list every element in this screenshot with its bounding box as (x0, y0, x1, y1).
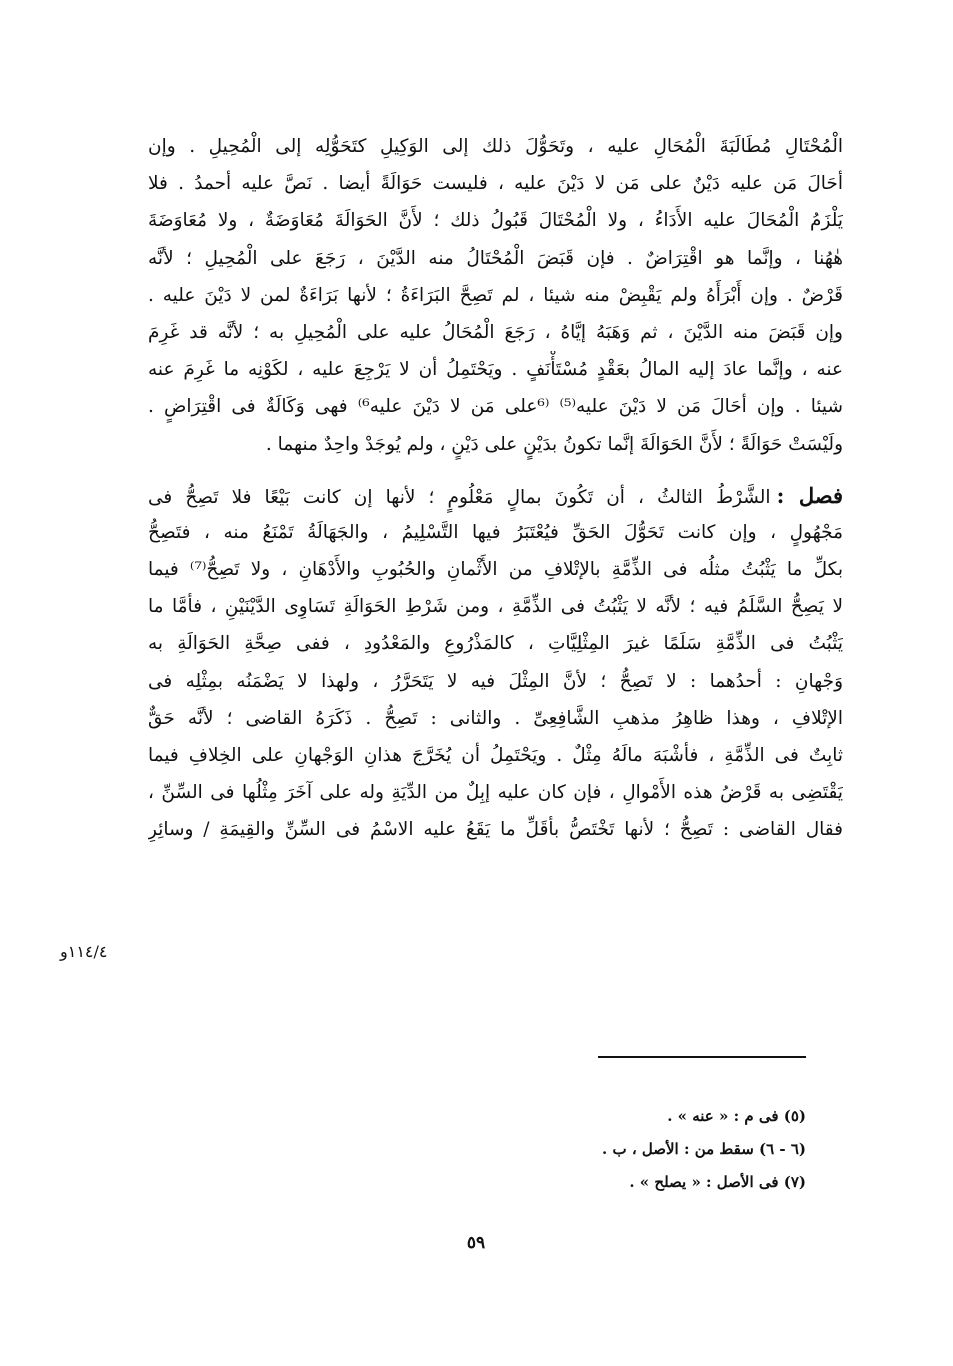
text-line: هٰهُنا ، وإنَّما هو اقْتِرَاضٌ . فإن قَبَضَ الْمُحْتَالُ منه الدَّيْنَ ، رَجَعَ على الْمُحِيلِ ؛ لأنَّه (148, 247, 843, 269)
text-line: فقال القاضى : تَصِحُّ ؛ لأنها تَخْتَصُّ بأقَلِّ ما يَقَعُ عليه الاسْمُ فى السِّنِّ والقِيمَةِ / وسائِرِ (148, 819, 843, 841)
text-segment: الشَّرْطُ الثالثُ ، أن تَكُونَ بمالٍ مَعْلُومٍ ؛ لأنها إن كانت بَيْعًا فلا تَصِحُّ فى (148, 486, 771, 508)
text-line: لا يَصِحُّ السَّلَمُ فيه ؛ لأنَّه لا يَثْبُتُ فى الذِّمَّةِ ، ومن شَرْطِ الحَوَالَةِ تَسَاوِى الدَّيْنَيْنِ ، فأمَّا ما (148, 596, 843, 618)
paragraph-2 (148, 477, 843, 849)
text-line-with-heading (148, 477, 843, 514)
footnote: (٥) فى م : « عنه » . (667, 1107, 806, 1125)
text-line: ثابِتٌ فى الذِّمَّةِ ، فأشْبَهَ مالَهُ مِثْلٌ . ويَحْتَمِلُ أن يُخَرَّجَ هذانِ الوَجْهانِ على الخِلافِ فيما (148, 745, 843, 766)
text-line: وإن قَبَضَ منه الدَّيْنَ ، ثم وَهَبَهُ إيَّاهُ ، رَجَعَ الْمُحَالُ عليه على الْمُحِيلِ به ؛ لأنَّه قد غَرِمَ (148, 321, 843, 343)
text-line: قَرْضٌ . وإن أَبْرَأَهُ ولم يَقْبِضْ منه شيئا ، لم تَصِحَّ البَرَاءَةُ ؛ لأنها بَرَاءَةٌ لمن لا دَيْنَ عليه . (148, 284, 843, 306)
margin-reference: ١١٤/٤و (60, 942, 108, 961)
footnote-divider (598, 1056, 806, 1058)
footnote: (٧) فى الأصل : « يصلح » . (629, 1173, 806, 1191)
paragraph-1 (148, 128, 843, 463)
footnote: (٦ - ٦) سقط من : الأصل ، ب . (602, 1140, 806, 1158)
section-heading: فصل : (776, 482, 843, 508)
text-line: الْمُحْتَالِ مُطَالَبَةَ الْمُحَالِ عليه ، وتَحَوُّلَ ذلك إلى الوَكِيلِ كتَحَوُّلِه إلى الْمُحِيلِ . وإن (148, 136, 843, 157)
text-line: مَجْهُولٍ ، وإن كانت تَحَوُّلَ الحَقِّ فيُعْتَبَرُ فيها التَّسْلِيمُ ، والجَهَالَةُ تَمْنَعُ منه ، فتَصِحُّ (148, 521, 843, 543)
footnotes (420, 1100, 806, 1199)
text-line: ولَيْسَتْ حَوَالَةً ؛ لأَنَّ الحَوَالَةَ إنَّما تكونُ بدَيْنٍ على دَيْنٍ ، ولم يُوجَدْ واحِدٌ منهما . (265, 433, 843, 455)
text-line: عنه ، وإنَّما عادَ إليه المالُ بعَقْدٍ مُسْتَأْنَفٍ . ويَحْتَمِلُ أن لا يَرْجِعَ عليه ، لكَوْنِه ما غَرِمَ عنه (148, 359, 843, 381)
paragraph-gap (148, 463, 843, 477)
text-line: الإتْلافِ ، وهذا ظاهِرُ مذهبِ الشَّافِعِىِّ . والثانى : تَصِحُّ . ذَكَرَهُ القاضى ؛ لأنَّه حَقٌّ (148, 707, 843, 729)
text-line: أحَالَ مَن عليه دَيْنٌ على مَن لا دَيْنَ عليه ، فليست حَوَالَةً أيضا . نَصَّ عليه أحمدُ . فلا (148, 173, 843, 195)
text-line: يَثْبُتُ فى الذِّمَّةِ سَلَمًا غيرَ المِثْلِيَّاتِ ، كالمَذْرُوعِ والمَعْدُودِ ، ففى صِحَّةِ الحَوَالَةِ به (148, 633, 843, 655)
text-line: بكلِّ ما يَثْبُتُ مثلُه فى الذِّمَّةِ بالإتْلافِ من الأَثْمانِ والحُبُوبِ والأَدْهَانِ ، ولا تَصِحُّ⁽⁷⁾ فيما (148, 559, 843, 581)
text-line: يَقْتَضِى به قَرْضُ هذه الأَمْوالِ ، فإن كان عليه إبِلٌ من الدِّيَةِ وله على آخَرَ مِثْلُها فى السِّنِّ ، (148, 782, 843, 804)
text-line: شيئا . وإن أحَالَ مَن لا دَيْنَ عليه⁽⁵⁾ ⁽⁶على مَن لا دَيْنَ عليه⁶⁾ فهى وَكَالَةٌ فى اقْتِرَاضٍ . (148, 396, 843, 418)
page-number: ٥٩ (466, 1233, 486, 1253)
text-line: يَلْزَمُ الْمُحَالَ عليه الأَدَاءُ ، ولا الْمُحْتَالَ قَبُولُ ذلك ؛ لأَنَّ الحَوَالَةَ مُعَاوَضَةٌ ، ولا مُعَاوَضَةَ (148, 210, 843, 232)
main-text (148, 128, 843, 849)
text-line: وَجْهانِ : أحدُهما : لا تَصِحُّ ؛ لأنَّ المِثْلَ فيه لا يَتَحَرَّرُ ، ولهذا لا يَضْمَنُه بمِثْلِه فى (148, 670, 843, 692)
